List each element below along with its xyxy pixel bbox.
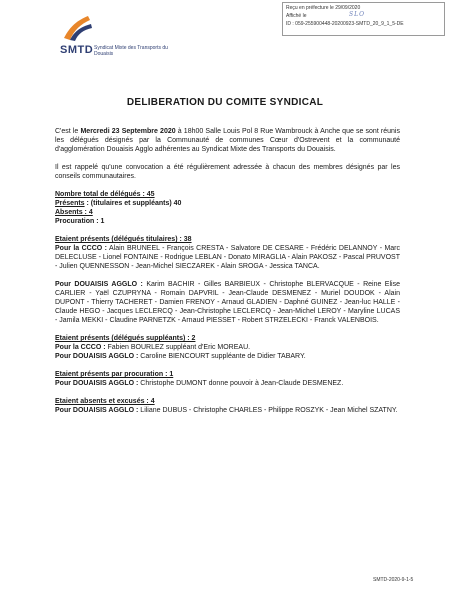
ccco-names: Alain BRUNEEL - François CRESTA - Salvatore DE CESARE - Frédéric DELANNOY - Marc DELECLUSE - Lionel FONTAINE - Rodrigue LEBLAN - Donato MIRAGLIA - Alain PAKOSZ - Pascal PRUVOST - Julien QUENNESSON - Jean-Michel SIECZAREK - Alain SROGA - Jessica TANCA.	[55, 245, 400, 270]
titulaires-ccco	[55, 244, 400, 271]
douaisis-label: Pour DOUAISIS AGGLO :	[55, 353, 139, 360]
absents-heading: Etaient absents et excusés : 4	[55, 398, 155, 405]
douaisis-label: Pour DOUAISIS AGGLO :	[55, 407, 139, 414]
procuration-section	[55, 370, 400, 388]
smtd-logo	[50, 12, 170, 62]
convocation-paragraph: Il est rappelé qu'une convocation a été régulièrement adressée à chacun des membres désignés par les conseils communautaires.	[55, 164, 400, 180]
meeting-date: Mercredi 23 Septembre 2020	[80, 128, 176, 135]
absents-section	[55, 397, 400, 415]
document-reference: SMTD-2020-9-1-5	[373, 577, 414, 583]
titulaires-section	[55, 235, 400, 325]
suppleants-heading: Etaient présents (délégués suppléants) : 2	[55, 335, 196, 342]
smtd-logo-icon	[60, 12, 94, 44]
titulaires-heading: Etaient présents (délégués titulaires) : 38	[55, 236, 192, 243]
stat-presents-label: Présents	[55, 200, 85, 207]
prefecture-receipt-stamp	[282, 2, 445, 36]
procuration-heading: Etaient présents par procuration : 1	[55, 371, 174, 378]
stat-procuration: Procuration : 1	[55, 218, 105, 225]
intro-pre: C'est le	[55, 128, 81, 135]
stamp-document-id: ID : 059-255900448-20200923-SMTD_20_9_1_5-DE	[286, 21, 404, 27]
suppleants-ccco-text: Fabien BOURLEZ suppléant d'Eric MOREAU.	[105, 344, 251, 351]
stamp-received-date: Reçu en préfecture le 29/09/2020	[286, 5, 361, 11]
suppleants-douaisis-text: Caroline BIENCOURT suppléante de Didier TABARY.	[138, 353, 306, 360]
procuration-douaisis-text: Christophe DUMONT donne pouvoir à Jean-Claude DESMENEZ.	[138, 380, 344, 387]
stat-absents: Absents : 4	[55, 209, 93, 216]
stamp-signature: SLO	[349, 11, 366, 18]
absents-douaisis	[55, 406, 400, 415]
logo-subtitle: Syndicat Mixte des Transports du Douaisis	[94, 45, 168, 57]
stamp-posted-label: Affiché le	[286, 13, 307, 19]
logo-brand-text: SMTD	[60, 44, 94, 56]
ccco-label: Pour la CCCO :	[55, 344, 106, 351]
intro-paragraph	[55, 127, 400, 154]
douaisis-label: Pour DOUAISIS AGGLO :	[55, 281, 143, 288]
stat-presents-value: : (titulaires et suppléants) 40	[84, 200, 182, 207]
stat-presents	[55, 199, 400, 208]
absents-douaisis-text: Liliane DUBUS - Christophe CHARLES - Philippe ROSZYK - Jean Michel SZATNY.	[138, 407, 398, 414]
ccco-label: Pour la CCCO :	[55, 245, 107, 252]
suppleants-douaisis	[55, 352, 400, 361]
suppleants-section	[55, 334, 400, 361]
titulaires-douaisis	[55, 280, 400, 325]
attendance-summary	[55, 190, 400, 226]
intro-post: à 18h00 Salle Louis Pol 8 Rue Wambrouck à Anche que se sont réunis les délégués désignés par la Communauté de communes Cœur d'Ostrevent et la communauté d'agglomération Douaisis Agglo adhérentes au Syndicat Mixte des Transports du Douaisis.	[55, 128, 400, 153]
suppleants-ccco	[55, 343, 400, 352]
procuration-douaisis	[55, 379, 400, 388]
deliberation-body	[55, 127, 400, 424]
page-title: DELIBERATION DU COMITE SYNDICAL	[126, 97, 324, 108]
stat-total: Nombre total de délégués : 45	[55, 191, 155, 198]
douaisis-names: Karim BACHIR - Gilles BARBIEUX - Christophe BLERVACQUE - Reine Elise CARLIER - Yaël CZUPRYNA - Romain DAPVRIL - Jean-Claude DESMENEZ - Muriel DOUDOK - Alain DUPONT - Thierry TACHERET - Damien FRENOY - Arnaud GLADIEN - Daphné GUINEZ - Jean-luc HALLE - Claude HEGO - Jacques LECLERCQ - Jean-Christophe LECLERCQ - Jean-Michel LEROY - Maryline LUCAS - Jamila MEKKI - Claudine PARNETZK - Arnaud PIESSET - Robert STRZELECKI - Franck VALENBOIS.	[55, 281, 400, 324]
douaisis-label: Pour DOUAISIS AGGLO :	[55, 380, 139, 387]
